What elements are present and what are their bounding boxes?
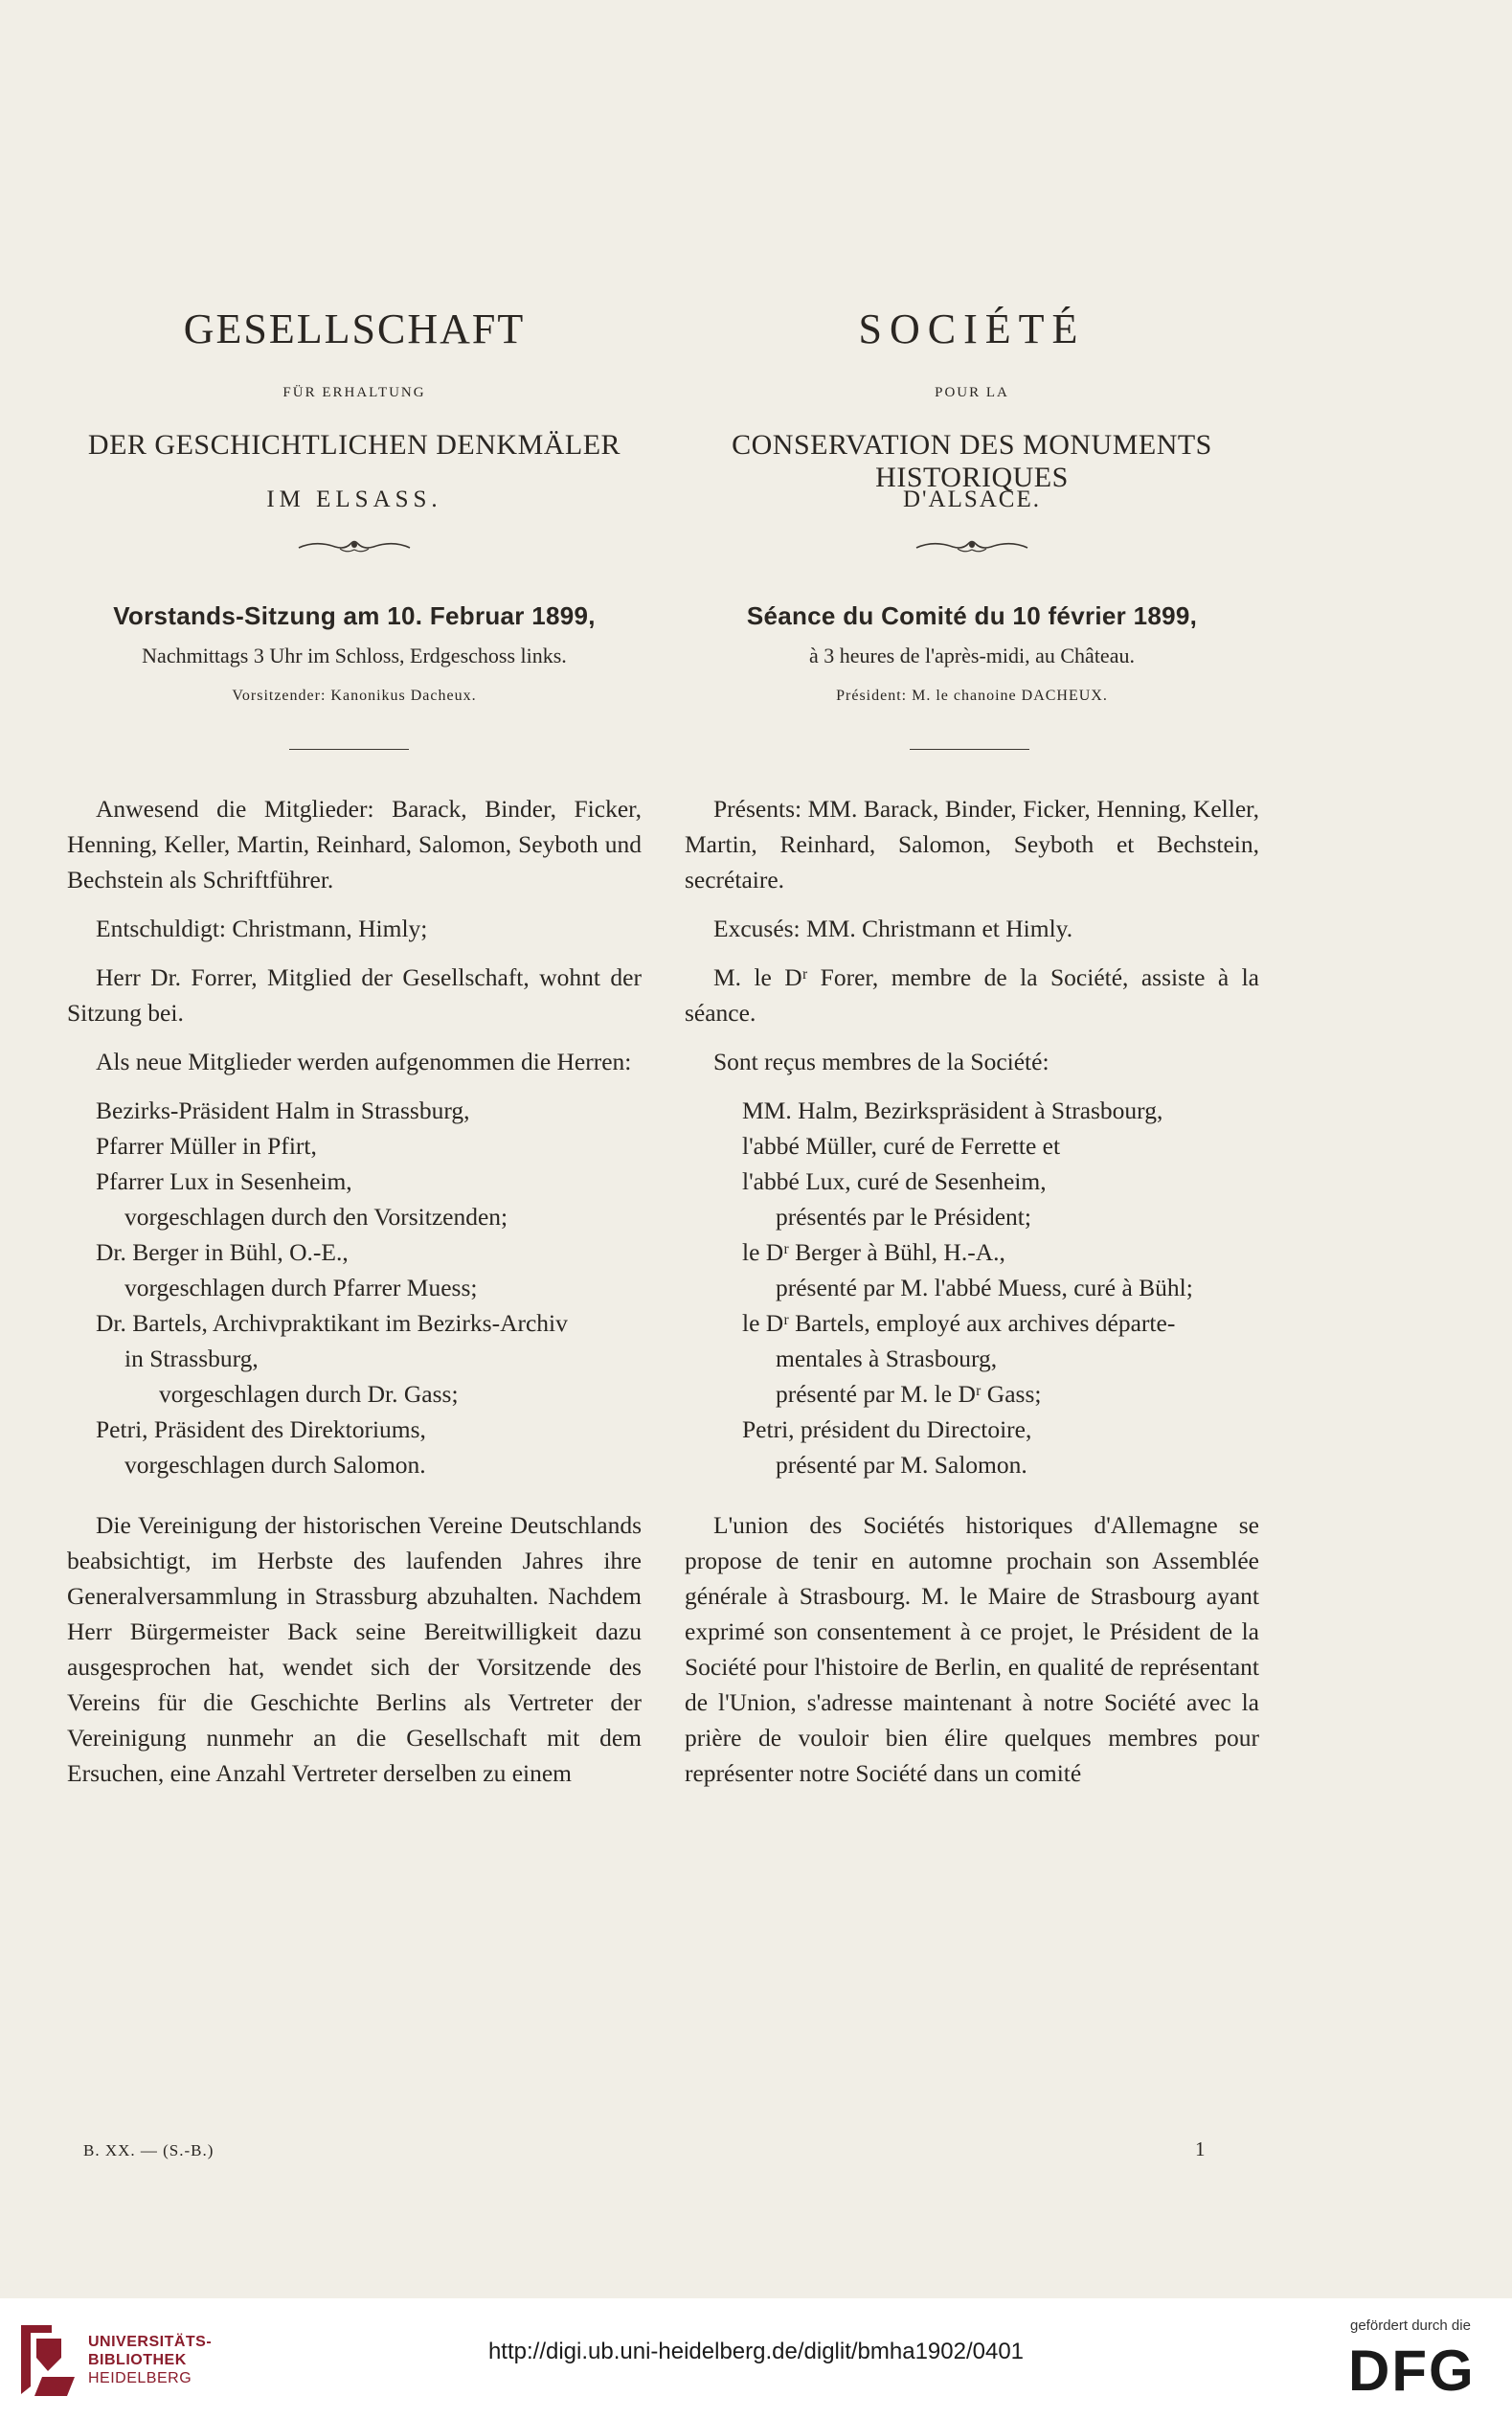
text-line: M. le Dʳ Forer, membre de la Société, assiste à la séance. [685,963,1259,1027]
minutes-body-de [67,791,642,1791]
text-line: vorgeschlagen durch Salomon. [124,1451,426,1479]
section-rule-fr [910,749,1029,750]
text-line: Pfarrer Müller in Pfirt, [96,1132,317,1160]
text-line: Excusés: MM. Christmann et Himly. [713,915,1073,942]
text-line: Anwesend die Mitglieder: Barack, Binder, Ficker, Henning, Keller, Martin, Reinhard, Salomon, Seyboth und Bechstein als Schriftführer. [67,795,642,893]
society-title-de: GESELLSCHAFT [183,305,526,352]
text-line: vorgeschlagen durch den Vorsitzenden; [124,1203,508,1231]
society-subtitle-de: DER GESCHICHTLICHEN DENKMÄLER [87,429,621,461]
viewer-footer-bar [0,2298,1512,2419]
text-line: présentés par le Président; [776,1203,1031,1231]
title-connector-de: FÜR ERHALTUNG [282,385,426,400]
text-line: Petri, Präsident des Direktoriums, [96,1415,426,1443]
permalink-url[interactable]: http://digi.ub.uni-heidelberg.de/diglit/bmha1902/0401 [487,2339,1025,2364]
text-line: Présents: MM. Barack, Binder, Ficker, Henning, Keller, Martin, Reinhard, Salomon, Seyboth et Bechstein, secrétaire. [685,795,1259,893]
text-line: Dr. Bartels, Archivpraktikant im Bezirks-Archiv [96,1309,568,1337]
chair-line-fr: Président: M. le chanoine DACHEUX. [836,688,1108,704]
text-line: l'abbé Lux, curé de Sesenheim, [742,1167,1047,1195]
library-name-line3: HEIDELBERG [88,2370,192,2386]
meeting-time-de: Nachmittags 3 Uhr im Schloss, Erdgeschoss links. [142,644,567,667]
page-number: 1 [1195,2137,1206,2160]
text-line: Dr. Berger in Bühl, O.-E., [96,1238,349,1266]
meeting-heading-fr: Séance du Comité du 10 février 1899, [746,601,1198,630]
text-line: Als neue Mitglieder werden aufgenommen die Herren: [96,1048,632,1075]
ornament-divider-de [67,536,642,565]
text-line: présenté par M. le Dʳ Gass; [776,1380,1042,1408]
text-line: mentales à Strasbourg, [776,1345,998,1372]
text-line: L'union des Sociétés historiques d'Allemagne se propose de tenir en automne prochain son Assemblée générale à Strasbourg. M. le Maire de Strasbourg ayant exprimé son consentement à ce projet, le Président de la Société pour l'histoire de Berlin, en qualité de représentant de l'Union, s'adresse maintenant à notre Société avec la prière de vouloir bien élire quelques membres pour représenter notre Société dans un comité [685,1511,1259,1787]
text-line: in Strassburg, [124,1345,259,1372]
text-line: Herr Dr. Forrer, Mitglied der Gesellschaft, wohnt der Sitzung bei. [67,963,642,1027]
sponsor-caption: gefördert durch die [1350,2317,1471,2334]
chair-line-de: Vorsitzender: Kanonikus Dacheux. [232,688,477,704]
minutes-body-fr [685,791,1259,1791]
text-line: Petri, président du Directoire, [742,1415,1032,1443]
text-line: présenté par M. Salomon. [776,1451,1027,1479]
text-line: Sont reçus membres de la Société: [713,1048,1049,1075]
text-line: Pfarrer Lux in Sesenheim, [96,1167,352,1195]
society-region-fr: D'ALSACE. [902,486,1042,512]
society-region-de: IM ELSASS. [266,486,442,512]
meeting-time-fr: à 3 heures de l'après-midi, au Château. [809,644,1135,667]
text-line: Bezirks-Präsident Halm in Strassburg, [96,1096,470,1124]
text-line: le Dʳ Bartels, employé aux archives départe- [742,1309,1176,1337]
meeting-heading-de: Vorstands-Sitzung am 10. Februar 1899, [113,601,596,630]
text-line: présenté par M. l'abbé Muess, curé à Bühl; [776,1274,1193,1301]
text-line: MM. Halm, Bezirkspräsident à Strasbourg, [742,1096,1163,1124]
ornament-divider-fr [685,536,1259,565]
dfg-logo[interactable]: DFG [1348,2339,1476,2403]
society-title-fr: SOCIÉTÉ [858,305,1086,352]
text-line: vorgeschlagen durch Pfarrer Muess; [124,1274,478,1301]
text-line: l'abbé Müller, curé de Ferrette et [742,1132,1061,1160]
society-subtitle-fr: CONSERVATION DES MONUMENTS HISTORIQUES [732,429,1212,493]
library-name-line2: BIBLIOTHEK [88,2352,187,2368]
text-line: le Dʳ Berger à Bühl, H.-A., [742,1238,1005,1266]
text-line: Entschuldigt: Christmann, Himly; [96,915,428,942]
text-line: vorgeschlagen durch Dr. Gass; [159,1380,459,1408]
title-connector-fr: POUR LA [935,385,1009,400]
library-name-line1: UNIVERSITÄTS- [88,2334,213,2350]
signature-mark: B. XX. — (S.-B.) [83,2141,214,2159]
section-rule-de [289,749,409,750]
text-line: Die Vereinigung der historischen Vereine Deutschlands beabsichtigt, im Herbste des laufenden Jahres ihre Generalversammlung in Strassburg abzuhalten. Nachdem Herr Bürgermeister Back seine Bereitwilligkeit dazu ausgesprochen hat, wendet sich der Vorsitzende des Vereins für die Geschichte Berlins als Vertreter der Vereinigung nunmehr an die Gesellschaft mit dem Ersuchen, eine Anzahl Vertreter derselben zu einem [67,1511,642,1787]
